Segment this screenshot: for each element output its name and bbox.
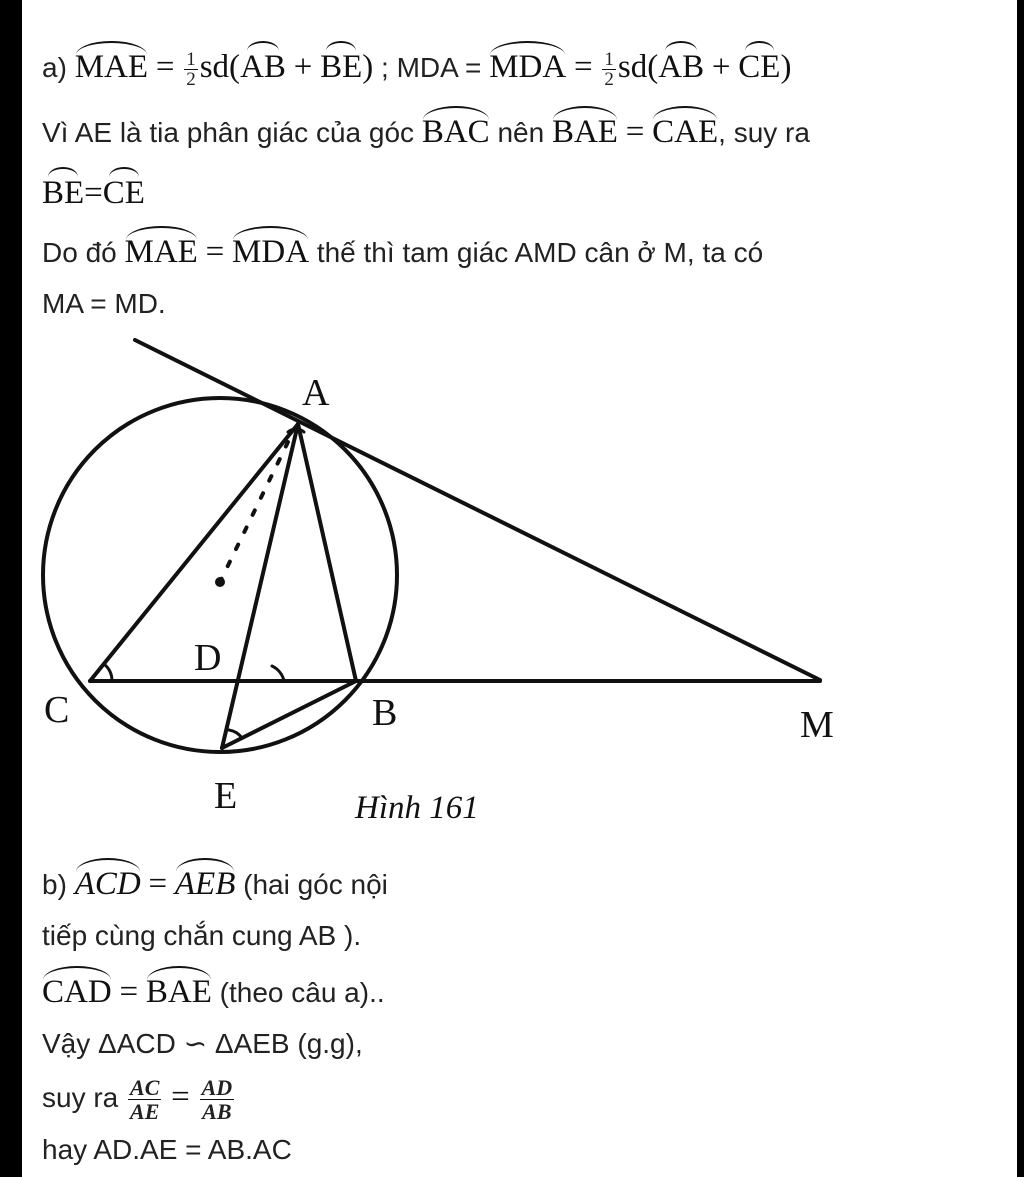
label-e: E [214,775,238,817]
angle-bae: BAE [551,114,618,150]
part-a-line-3: BE=CE [42,175,145,211]
angle-mae: MAE [74,49,149,85]
arc-ce-2: CE [102,175,145,211]
angle-acd: ACD [74,866,141,902]
arc-ab: AB [240,49,286,85]
part-a-line-1: a) MAE = $\frac{1}{2}$ sd(AB + BE) ; MDA = MDA = $\frac{1}{2}$ sd(AB + CE) [42,48,792,90]
part-b-line-3: CAD = BAE (theo câu a).. [42,974,385,1010]
half-fraction: $\frac{1}{2}$ [186,48,196,90]
part-b-line-5: suy ra $\frac{AC}{AE}$ = $\frac{AD}{AB}$ [42,1075,233,1124]
arc-ab-2: AB [658,49,705,85]
angle-mark-d [272,666,284,681]
circle-center-dot [215,577,225,587]
angle-bae-2: BAE [145,974,212,1010]
label-a: A [302,372,330,414]
arc-be-2: BE [42,175,85,211]
figure-caption: Hình 161 [355,790,479,826]
label-d: D [194,637,222,679]
part-a-line-2: Vì AE là tia phân giác của góc BAC nên BAE = CAE, suy ra [42,114,810,150]
arc-ce: CE [738,49,781,85]
ratio-ac-ae: $\frac{AC}{AE}$ [130,1075,160,1124]
angle-cae: CAE [652,114,719,150]
part-b-line-4: Vậy ΔACD ∽ ΔAEB (g.g), [42,1028,363,1059]
part-a-line-5: MA = MD. [42,288,166,319]
segment-ab [298,424,356,681]
label-m: M [800,704,834,746]
ratio-ad-ab: $\frac{AD}{AB}$ [201,1075,233,1124]
solution-page [22,0,1017,1177]
label-c: C [44,689,70,731]
angle-mae-2: MAE [124,234,198,270]
part-a-line-4: Do đó MAE = MDA thế thì tam giác AMD cân ở M, ta có [42,234,764,270]
circle-outline [43,398,397,752]
label-b: B [372,692,398,734]
angle-mark-e [229,730,242,738]
part-b-line-2: tiếp cùng chắn cung AB ). [42,920,362,951]
angle-mark-c [104,664,112,681]
angle-aeb: AEB [174,866,236,902]
angle-mda-2: MDA [232,234,310,270]
tangent-line-am [135,340,820,680]
angle-cad: CAD [42,974,112,1010]
arc-be: BE [320,49,363,85]
angle-mda: MDA [489,49,567,85]
half-fraction-2: $\frac{1}{2}$ [604,48,614,90]
part-b-line-6: hay AD.AE = AB.AC [42,1134,292,1165]
angle-bac: BAC [421,114,490,150]
part-b-line-1: b) ACD = AEB (hai góc nội [42,866,388,902]
